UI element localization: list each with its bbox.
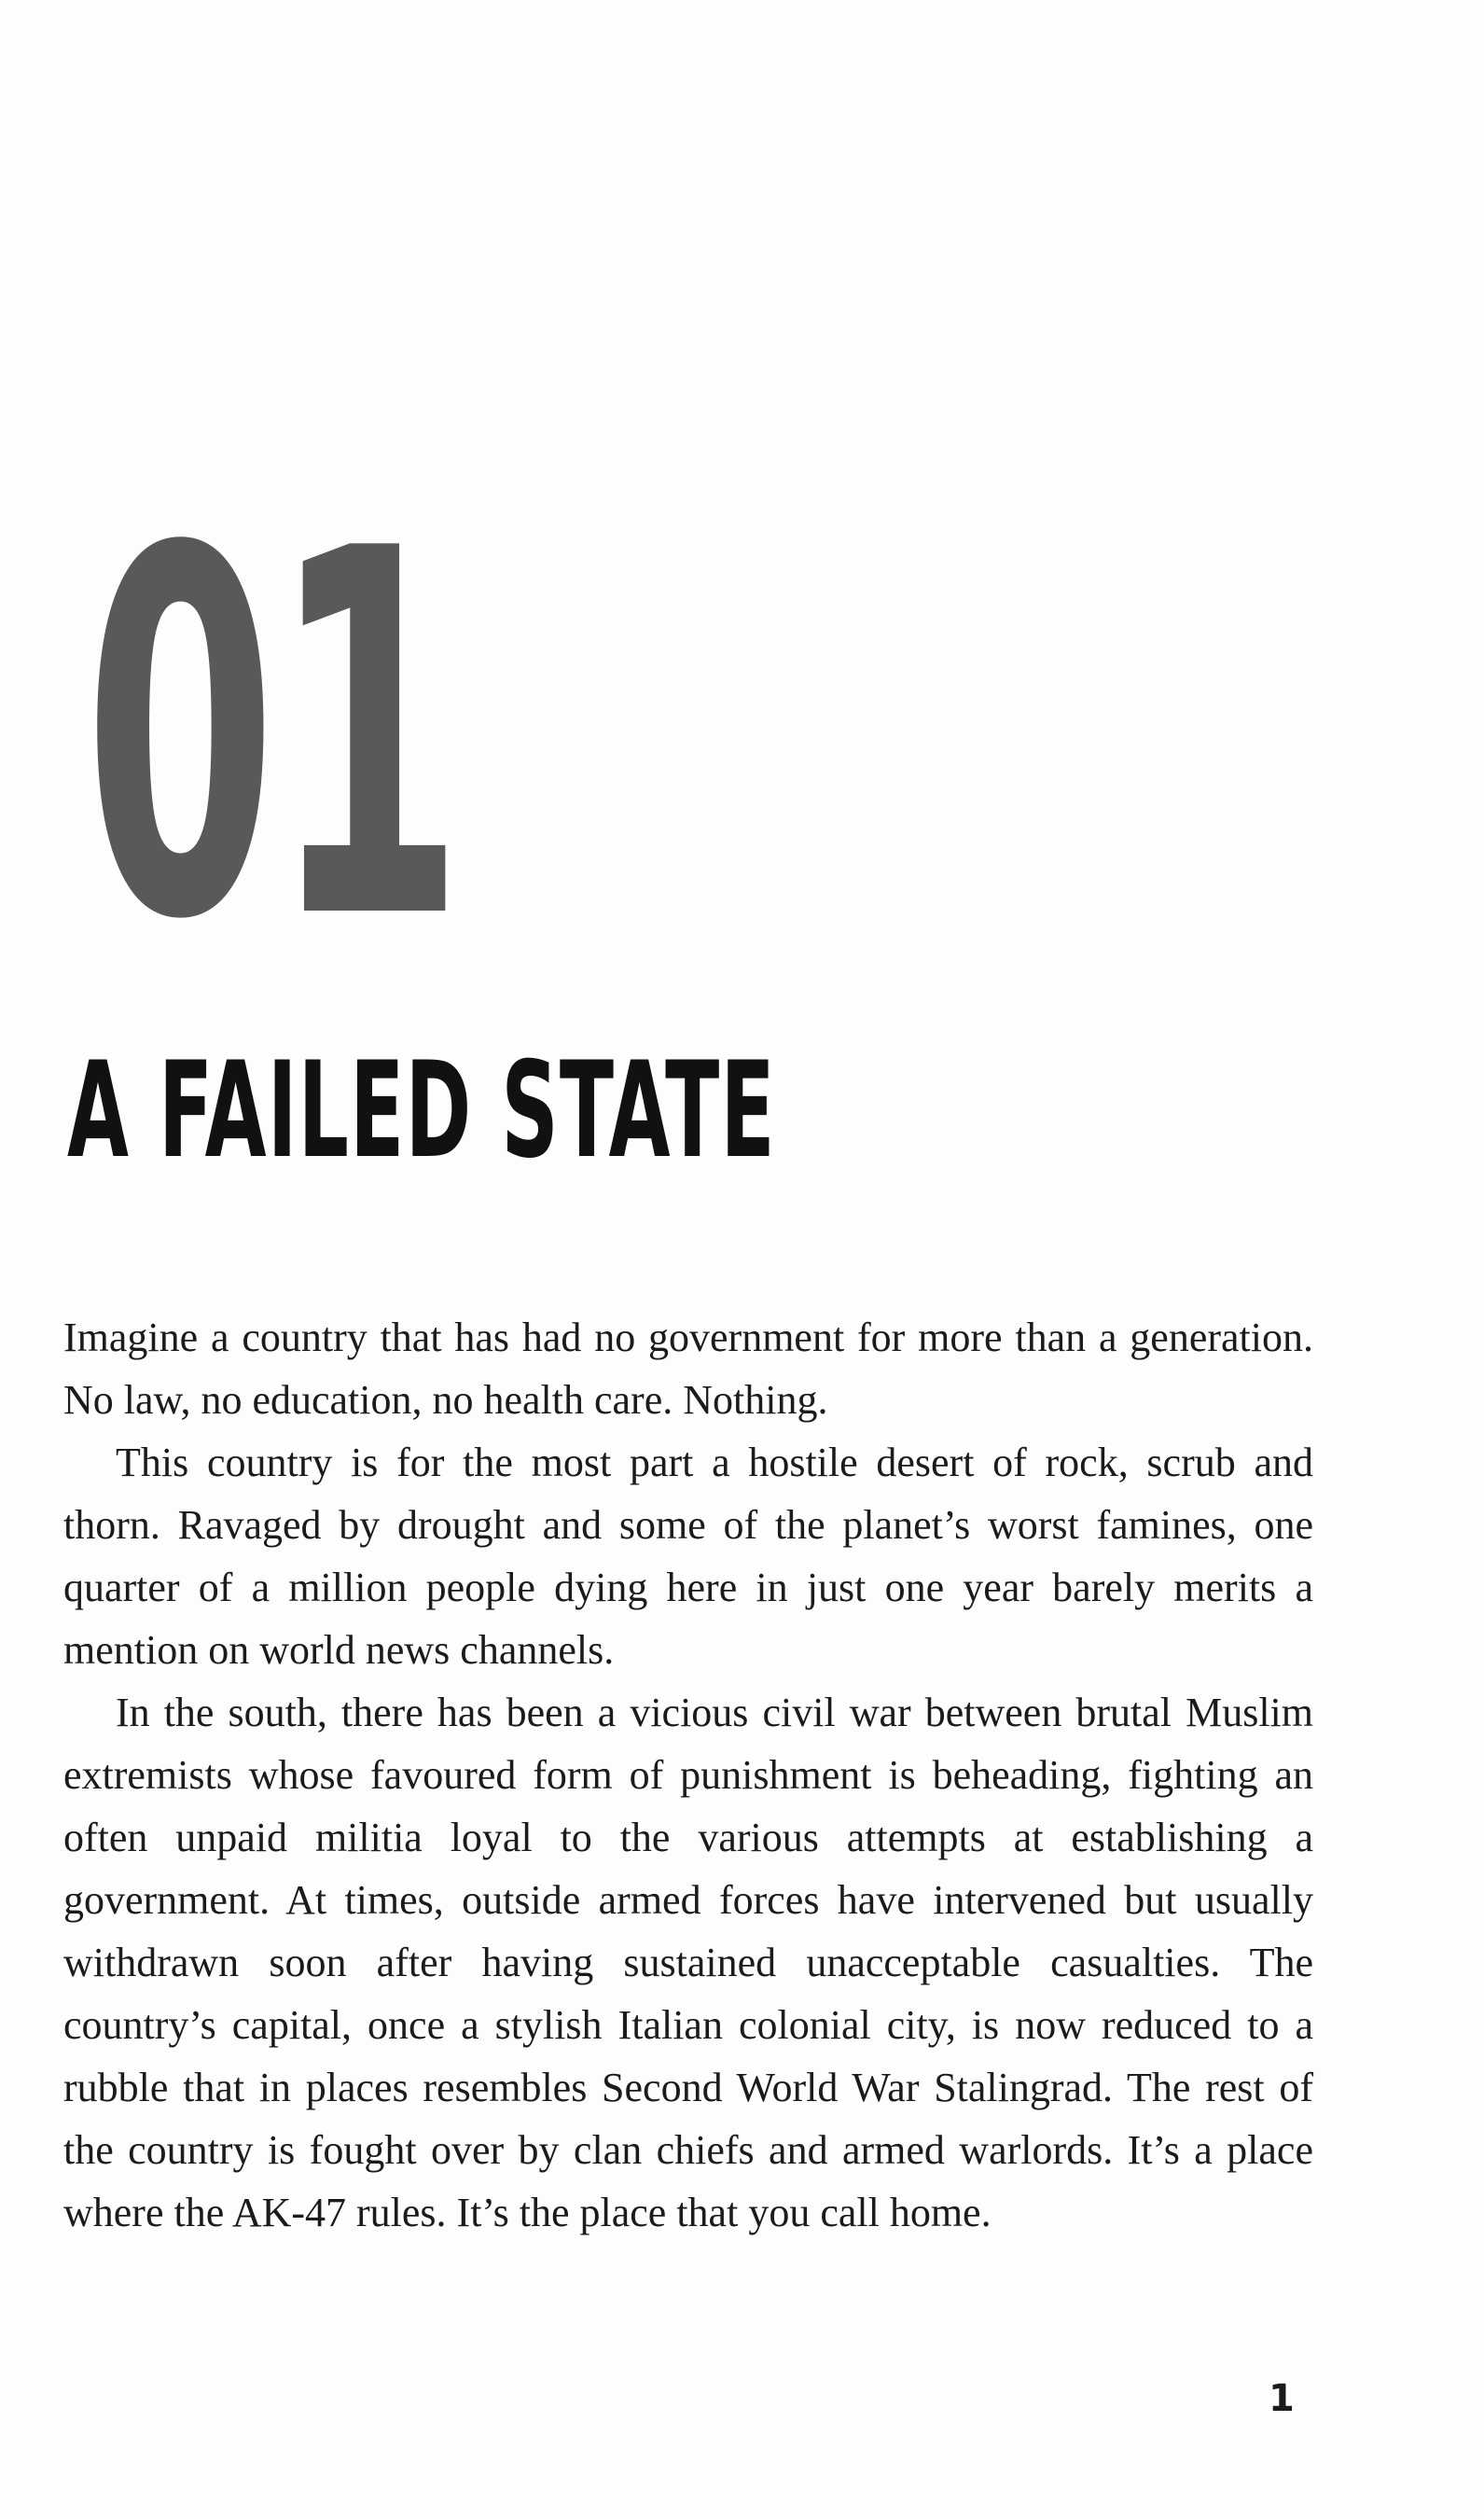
paragraph-1: Imagine a country that has had no government for more than a generation. No law, no education, no health care. Nothing. (63, 1315, 1313, 1423)
page-number: 1 (1269, 2377, 1295, 2420)
paragraph-2: This country is for the most part a hostile desert of rock, scrub and thorn. Ravaged by drought and some of the planet’s worst famines, one quarter of a million people dying here in just one year barely merits a mention on world news channels. (63, 1440, 1313, 1673)
chapter-number: 01 (84, 444, 460, 1030)
chapter-body (63, 1306, 1313, 2244)
chapter-title: A FAILED STATE (67, 1034, 776, 1188)
paragraph-3: In the south, there has been a vicious civil war between brutal Muslim extremists whose favoured form of punishment is beheading, fighting an often unpaid militia loyal to the various attempts at establishing a government. At times, outside armed forces have intervened but usually withdrawn soon after having sustained unacceptable casualties. The country’s capital, once a stylish Italian colonial city, is now reduced to a rubble that in places resembles Second World War Stalingrad. The rest of the country is fought over by clan chiefs and armed warlords. It’s a place where the AK-47 rules. It’s the place that you call home. (63, 1690, 1313, 2235)
